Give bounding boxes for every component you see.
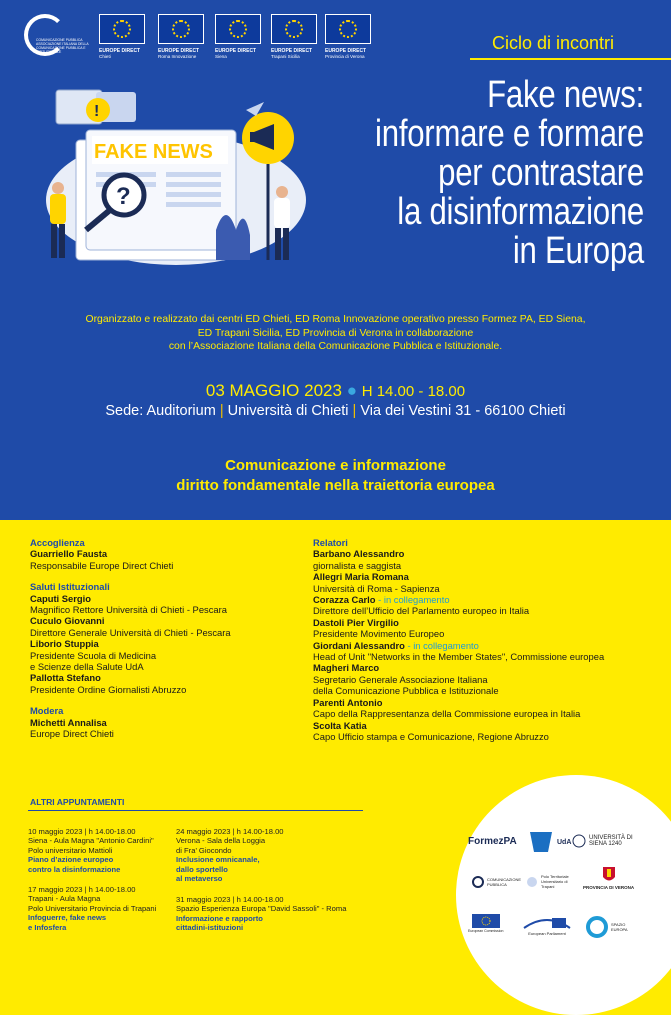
spazio-europa-logo: SPAZIO EUROPA bbox=[586, 916, 635, 938]
svg-text:!: ! bbox=[94, 103, 100, 120]
other-event-verona: 24 maggio 2023 | h 14.00-18.00 Verona - Sala della Loggia di Fra’ Giocondo Inclusione omnicanale, dallo sportello al metaverso bbox=[176, 827, 284, 884]
european-parliament-logo: European Parliament bbox=[522, 912, 572, 936]
event-date: 03 MAGGIO 2023 ● H 14.00 - 18.00 bbox=[205, 381, 466, 400]
other-events-divider bbox=[28, 810, 363, 811]
european-commission-logo: European Commission bbox=[468, 914, 503, 933]
fake-news-illustration bbox=[36, 80, 306, 270]
europe-direct-verona-logo: EUROPE DIRECT Provincia di Verona bbox=[325, 14, 371, 59]
europe-direct-chieti-logo: EUROPE DIRECT Chieti bbox=[99, 14, 145, 59]
other-event-roma: 31 maggio 2023 | h 14.00-18.00 Spazio Esperienza Europa "David Sassoli" - Roma Informazione e rapporto cittadini-istituzioni bbox=[176, 895, 347, 933]
formez-pa-logo: FormezPA bbox=[468, 836, 517, 847]
polo-trapani-logo: Polo Territoriale Universitario di Trapani bbox=[526, 874, 581, 889]
partner-logos-panel bbox=[456, 775, 671, 1015]
other-event-trapani: 17 maggio 2023 | h 14.00-18.00 Trapani - Aula Magna Polo Universitario Provincia di Trapani Infoguerre, fake news e Infosfera bbox=[28, 885, 157, 932]
event-title: Fake news: informare e formare per contrastare la disinformazione in Europa bbox=[375, 74, 644, 272]
program-speakers-column: Relatori Barbano Alessandro giornalista e saggista Allegri Maria Romana Università di Roma - Sapienza Corazza Carlo - in collegamento Direttore dell’Ufficio del Parlamento europeo in Italia Dastoli Pier Virgilio Presidente Movimento Europeo Giordani Alessandro - in collegamento Head of Unit "Networks in the Member States", Commissione europea Magheri Marco Segretario Generale Associazione Italiana della Comunicazione Pubblica e Istituzionale Parenti Antonio Capo della Rappresentanza della Commissione europea in Italia Scolta Katia Capo Ufficio stampa e Comunicazione, Regione Abruzzo bbox=[313, 537, 605, 742]
comunicazione-pubblica-logo: COMUNICAZIONE PUBBLICA ASSOCIAZIONE ITALIANA DELLA COMUNICAZIONE PUBBLICA E ISTITUZIONALE bbox=[22, 14, 94, 58]
other-events-heading: ALTRI APPUNTAMENTI bbox=[30, 797, 125, 807]
comunicazione-pubblica-partner-logo: COMUNICAZIONE PUBBLICA bbox=[472, 876, 527, 888]
europe-direct-siena-logo: EUROPE DIRECT Siena bbox=[215, 14, 261, 59]
program-left-column: Accoglienza Guarriello Fausta Responsabile Europe Direct Chieti Saluti Istituzionali Caputi Sergio Magnifico Rettore Università di Chieti - Pescara Cuculo Giovanni Direttore Generale Università di Chieti - Pescara Liborio Stuppia Presidente Scuola di Medicina e Scienze della Salute UdA Pallotta Stefano Presidente Ordine Giornalisti Abruzzo Modera Michetti Annalisa Europe Direct Chieti bbox=[30, 537, 231, 740]
event-subtitle: Comunicazione e informazione diritto fondamentale nella traiettoria europea bbox=[176, 457, 495, 494]
universita-siena-logo: UNIVERSITÀ DI SIENA 1240 bbox=[572, 834, 649, 848]
svg-text:?: ? bbox=[116, 183, 131, 210]
organizers-text: Organizzato e realizzato dai centri ED Chieti, ED Roma Innovazione operativo presso Formez PA, ED Siena, ED Trapani Sicilia, ED Provincia di Verona in collaborazione con l’Associazione Italiana della Comunicazione Pubblica e Istituzionale. bbox=[85, 314, 586, 352]
europe-direct-roma-logo: EUROPE DIRECT Roma Innovazione bbox=[158, 14, 204, 59]
series-underline bbox=[470, 58, 671, 60]
event-venue: Sede: Auditorium | Università di Chieti | Via dei Vestini 31 - 66100 Chieti bbox=[105, 403, 566, 419]
europe-direct-trapani-logo: EUROPE DIRECT Trapani Sicilia bbox=[271, 14, 317, 59]
series-label: Ciclo di incontri bbox=[492, 33, 615, 53]
provincia-verona-logo: PROVINCIA DI VERONA bbox=[583, 866, 634, 890]
other-event-siena: 10 maggio 2023 | h 14.00-18.00 Siena - Aula Magna "Antonio Cardini" Polo universitario Mattioli Piano d’azione europeo contro la disinformazione bbox=[28, 827, 154, 874]
uda-logo: UdA bbox=[528, 828, 571, 856]
fake-news-label: FAKE NEWS bbox=[94, 141, 213, 163]
